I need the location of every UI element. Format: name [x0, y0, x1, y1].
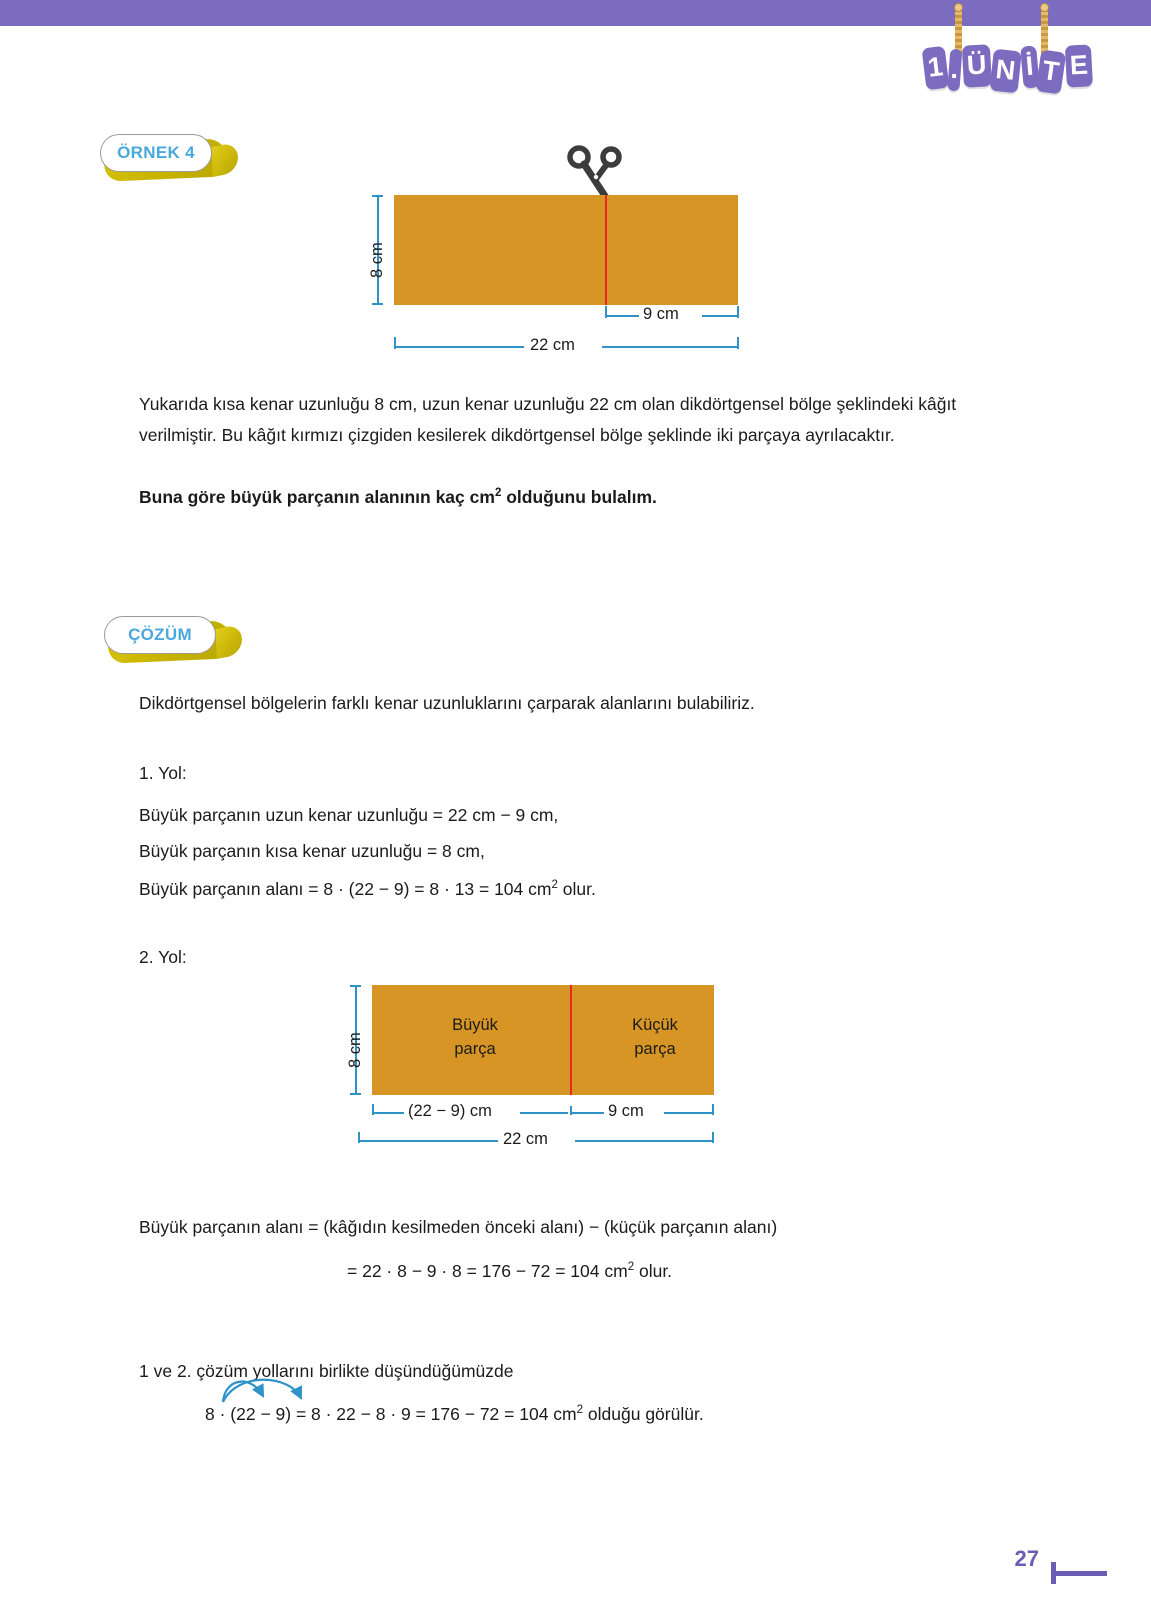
height-dim-tick-top-2 [350, 985, 361, 987]
page-number-accent-bar [1051, 1571, 1107, 1576]
right-dim-end-tick-2 [712, 1104, 714, 1115]
small-piece-label-line2: parça [634, 1040, 676, 1058]
paper-rectangle [394, 195, 738, 305]
right-dim-line-left-2 [572, 1112, 604, 1114]
rope-cap-left-icon [954, 3, 963, 12]
total-dim-line-left-2 [358, 1140, 498, 1142]
small-piece-label [600, 1013, 710, 1061]
way1-line3-prefix: Büyük parçanın alanı = 8 · (22 − 9) = 8 · 13 = 104 cm [139, 879, 552, 899]
example-tag-label: ÖRNEK 4 [117, 143, 195, 162]
left-dim-label-2: (22 − 9) cm [408, 1102, 492, 1120]
middle-dim-tick-2 [570, 1106, 572, 1115]
question-paragraph [139, 482, 1019, 513]
big-piece-label-line2: parça [454, 1040, 496, 1058]
unit-letter-1: 1 [922, 46, 950, 90]
unit-letter-t: T [1036, 49, 1066, 94]
unit-letter-u: Ü [962, 44, 992, 87]
solution-tag-plate [104, 616, 216, 654]
way2-line2-prefix: = 22 · 8 − 9 · 8 = 176 − 72 = 104 cm [347, 1261, 628, 1281]
right-dim-line-right-2 [664, 1112, 713, 1114]
example-tag-plate [100, 134, 212, 172]
height-dim-label: 8 cm [368, 242, 386, 278]
height-dim-tick-top [372, 195, 383, 197]
way2-line2 [347, 1256, 672, 1287]
total-dim-line-left [394, 346, 524, 348]
big-piece-label [420, 1013, 530, 1061]
intro-paragraph: Yukarıda kısa kenar uzunluğu 8 cm, uzun kenar uzunluğu 22 cm olan dikdörtgensel bölge şeklindeki kâğıt verilmiştir. Bu kâğıt kırmızı çizgiden kesilerek dikdörtgensel bölge şeklinde iki parçaya ayrılacaktır. [139, 394, 957, 445]
question-superscript: 2 [494, 487, 502, 500]
way1-line3-superscript: 2 [551, 879, 558, 892]
height-dim-tick-bottom-2 [350, 1093, 361, 1095]
unit-letter-n: N [990, 49, 1022, 94]
right-dim-end-tick [737, 306, 739, 318]
final-equation-prefix: 8 · (22 − 9) = 8 · 22 − 8 · 9 = 176 − 72 = 104 cm [205, 1404, 577, 1424]
total-dim-line-right [602, 346, 738, 348]
unit-badge-letters [926, 42, 1089, 94]
page-number: 27 [1014, 1546, 1039, 1571]
right-dim-label-2: 9 cm [608, 1102, 644, 1120]
solution-tag [104, 616, 232, 658]
example-tag [100, 134, 228, 176]
small-piece-label-line1: Küçük [632, 1016, 678, 1034]
big-piece-label-line1: Büyük [452, 1016, 498, 1034]
total-dim-line-right-2 [575, 1140, 712, 1142]
final-equation-superscript: 2 [576, 1404, 584, 1417]
solution-tag-label: ÇÖZÜM [128, 625, 192, 644]
left-dim-line-left-2 [372, 1112, 404, 1114]
way2-line2-suffix: olur. [634, 1261, 673, 1281]
total-dim-label: 22 cm [530, 336, 575, 354]
red-cut-line-2 [570, 985, 572, 1095]
unit-letter-dot: . [948, 49, 962, 92]
way1-line1: Büyük parçanın uzun kenar uzunluğu = 22 cm − 9 cm, [139, 805, 559, 825]
height-dim-tick-bottom [372, 303, 383, 305]
way1-title: 1. Yol: [139, 763, 187, 783]
total-dim-end-tick-2 [712, 1132, 714, 1143]
left-dim-line-right-2 [520, 1112, 568, 1114]
way2-title: 2. Yol: [139, 947, 187, 967]
way1-line3 [139, 874, 596, 905]
height-dim-label-2: 8 cm [346, 1032, 364, 1068]
way1-line3-suffix: olur. [557, 879, 596, 899]
right-dim-line-right [702, 315, 738, 317]
combine-line: 1 ve 2. çözüm yollarını birlikte düşündüğümüzde [139, 1361, 514, 1381]
unit-letter-i: İ [1020, 45, 1039, 88]
way2-line2-superscript: 2 [627, 1261, 635, 1274]
way1-line2: Büyük parçanın kısa kenar uzunluğu = 8 cm, [139, 841, 485, 861]
total-dim-label-2: 22 cm [503, 1130, 548, 1148]
way2-line1: Büyük parçanın alanı = (kâğıdın kesilmeden önceki alanı) − (küçük parçanın alanı) [139, 1217, 778, 1237]
rope-cap-right-icon [1040, 3, 1049, 12]
right-dim-line-left [605, 315, 639, 317]
final-equation [205, 1399, 704, 1430]
figure-paper-split [330, 975, 750, 1155]
unit-badge [926, 6, 1089, 96]
question-suffix: olduğunu bulalım. [501, 487, 657, 507]
red-cut-line [605, 195, 607, 305]
right-dim-label: 9 cm [643, 305, 679, 323]
unit-letter-e: E [1065, 44, 1093, 87]
total-dim-end-tick [737, 337, 739, 349]
final-equation-suffix: olduğu görülür. [583, 1404, 704, 1424]
question-prefix: Buna göre büyük parçanın alanının kaç cm [139, 487, 495, 507]
solution-lead-paragraph: Dikdörtgensel bölgelerin farklı kenar uzunluklarını çarparak alanlarını bulabiliriz. [139, 693, 755, 713]
figure-paper-with-scissors [350, 150, 770, 365]
